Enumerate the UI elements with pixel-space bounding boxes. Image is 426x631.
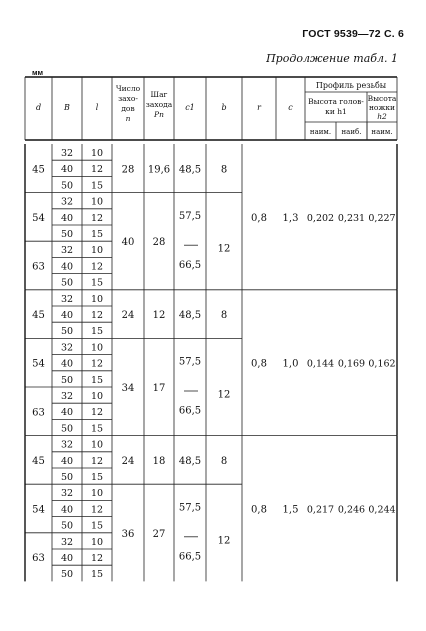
- cell-B: 50: [60, 569, 74, 581]
- cell-pitch: 12: [152, 310, 166, 322]
- cell-b: 8: [220, 164, 228, 176]
- cell-r: 0,8: [251, 504, 267, 516]
- col-header-min-leg: наим.: [371, 128, 393, 136]
- cell-B: 40: [60, 261, 74, 273]
- cell-c1: 66,5: [178, 405, 202, 417]
- cell-B: 32: [60, 293, 74, 305]
- cell-h1-max: 0,246: [337, 504, 366, 516]
- cell-l: 12: [90, 553, 104, 564]
- col-header-r: r: [257, 103, 261, 112]
- cell-c1: 66,5: [178, 259, 202, 271]
- cell-l: 12: [90, 261, 104, 273]
- cell-number-of-starts: 24: [121, 455, 135, 467]
- cell-B: 50: [60, 326, 74, 338]
- col-header-d: d: [35, 103, 42, 112]
- col-header-c: c: [288, 103, 293, 112]
- cell-l: 10: [90, 391, 104, 402]
- cell-l: 10: [90, 293, 104, 305]
- cell-b: 8: [220, 310, 228, 322]
- cell-B: 40: [60, 407, 74, 419]
- cell-B: 32: [60, 439, 74, 451]
- cell-b: 8: [220, 455, 228, 467]
- cell-l: 15: [90, 374, 104, 386]
- cell-l: 15: [90, 229, 104, 240]
- cell-l: 15: [90, 277, 104, 289]
- cell-d: 63: [32, 407, 45, 419]
- cell-B: 40: [60, 504, 74, 516]
- cell-B: 32: [60, 245, 74, 257]
- cell-B: 32: [60, 488, 74, 500]
- cell-B: 50: [60, 472, 74, 483]
- cell-c: 1,0: [282, 358, 299, 370]
- cell-c1: 48,5: [178, 310, 202, 322]
- col-header-pitch: захода: [145, 100, 173, 109]
- col-header-head-height: Высота голов-: [308, 97, 364, 106]
- cell-pitch: 17: [152, 383, 166, 394]
- cell-r: 0,8: [251, 212, 267, 224]
- cell-c: 1,3: [282, 212, 299, 224]
- cell-l: 10: [90, 245, 104, 257]
- cell-l: 10: [90, 342, 104, 354]
- cell-l: 12: [90, 164, 104, 176]
- cell-l: 10: [90, 148, 104, 159]
- cell-h2-min: 0,162: [368, 358, 396, 370]
- cell-pitch: 27: [152, 528, 166, 540]
- cell-h2-min: 0,227: [368, 212, 396, 224]
- cell-h2-min: 0,244: [368, 504, 396, 516]
- cell-c1: 57,5: [178, 356, 202, 368]
- cell-c1: 57,5: [178, 210, 202, 222]
- cell-l: 15: [90, 326, 104, 338]
- col-header-l: l: [95, 103, 99, 112]
- cell-number-of-starts: 34: [121, 383, 135, 394]
- col-header-leg-height: Высота: [367, 94, 397, 103]
- col-header-head-height: ки h1: [325, 107, 347, 116]
- cell-c1: 48,5: [178, 164, 202, 176]
- col-header-leg-height: h2: [377, 112, 387, 121]
- cell-number-of-starts: 40: [121, 237, 135, 249]
- cell-number-of-starts: 36: [121, 528, 135, 540]
- cell-d: 54: [32, 358, 45, 370]
- cell-pitch: 28: [152, 237, 166, 249]
- col-header-thread-profile: Профиль резьбы: [315, 81, 387, 90]
- cell-d: 45: [32, 310, 45, 322]
- cell-B: 40: [60, 310, 74, 321]
- cell-B: 50: [60, 180, 74, 192]
- cell-l: 12: [90, 212, 104, 224]
- cell-l: 12: [90, 504, 104, 516]
- unit-label: мм: [32, 68, 44, 77]
- cell-B: 40: [60, 164, 74, 176]
- col-header-number-of-starts: захо-: [118, 94, 138, 103]
- cell-B: 40: [60, 212, 74, 224]
- cell-B: 32: [60, 196, 74, 208]
- cell-l: 10: [90, 488, 104, 500]
- cell-l: 15: [90, 569, 104, 581]
- col-header-number-of-starts: дов: [121, 104, 135, 113]
- cell-b: 12: [217, 389, 231, 401]
- table-continuation-label: Продолжение табл. 1: [266, 52, 398, 65]
- cell-c: 1,5: [282, 504, 299, 516]
- col-header-pitch: Шаг: [150, 90, 168, 99]
- col-header-number-of-starts: n: [125, 114, 131, 123]
- cell-c1: 57,5: [178, 502, 202, 514]
- cell-l: 12: [90, 310, 104, 321]
- document-reference: ГОСТ 9539—72 С. 6: [302, 28, 404, 40]
- cell-l: 15: [90, 472, 104, 483]
- cell-pitch: 19,6: [147, 164, 171, 176]
- cell-d: 63: [32, 553, 45, 565]
- cell-l: 10: [90, 196, 104, 208]
- cell-d: 45: [32, 455, 45, 467]
- cell-B: 50: [60, 229, 74, 240]
- cell-B: 50: [60, 374, 74, 386]
- cell-h1-max: 0,231: [337, 212, 366, 224]
- cell-d: 45: [32, 164, 45, 176]
- cell-r: 0,8: [251, 358, 267, 370]
- cell-h1-max: 0,169: [337, 358, 366, 370]
- cell-l: 12: [90, 407, 104, 419]
- cell-B: 50: [60, 277, 74, 289]
- col-header-min: наим.: [309, 128, 332, 136]
- col-header-leg-height: ножки: [368, 103, 396, 112]
- cell-l: 10: [90, 536, 104, 548]
- col-header-c1: c1: [185, 103, 195, 112]
- cell-l: 15: [90, 180, 104, 192]
- cell-B: 40: [60, 553, 74, 564]
- cell-d: 54: [32, 212, 45, 224]
- cell-pitch: 18: [152, 455, 166, 467]
- cell-h1-min: 0,202: [306, 212, 335, 224]
- cell-h1-min: 0,217: [306, 504, 335, 516]
- cell-B: 32: [60, 536, 74, 548]
- cell-h1-min: 0,144: [306, 358, 335, 370]
- cell-B: 50: [60, 423, 74, 435]
- cell-d: 63: [32, 261, 45, 273]
- col-header-number-of-starts: Число: [115, 84, 141, 93]
- cell-l: 15: [90, 520, 104, 532]
- cell-l: 10: [90, 439, 104, 451]
- cell-l: 12: [90, 358, 104, 370]
- cell-l: 12: [90, 455, 104, 467]
- cell-number-of-starts: 28: [121, 164, 135, 176]
- cell-B: 32: [60, 342, 74, 354]
- cell-B: 50: [60, 520, 74, 532]
- col-header-pitch: Pn: [154, 110, 164, 119]
- cell-b: 12: [217, 535, 231, 547]
- cell-b: 12: [217, 243, 231, 255]
- col-header-b: b: [221, 103, 227, 112]
- cell-c1: 66,5: [178, 551, 202, 563]
- cell-c1: 48,5: [178, 455, 202, 467]
- cell-d: 54: [32, 504, 45, 516]
- cell-B: 40: [60, 455, 74, 467]
- cell-number-of-starts: 24: [121, 310, 135, 322]
- cell-B: 32: [60, 148, 74, 159]
- cell-B: 40: [60, 358, 74, 370]
- col-header-B: B: [64, 103, 70, 112]
- cell-B: 32: [60, 391, 74, 402]
- col-header-max: наиб.: [341, 128, 362, 136]
- cell-l: 15: [90, 423, 104, 435]
